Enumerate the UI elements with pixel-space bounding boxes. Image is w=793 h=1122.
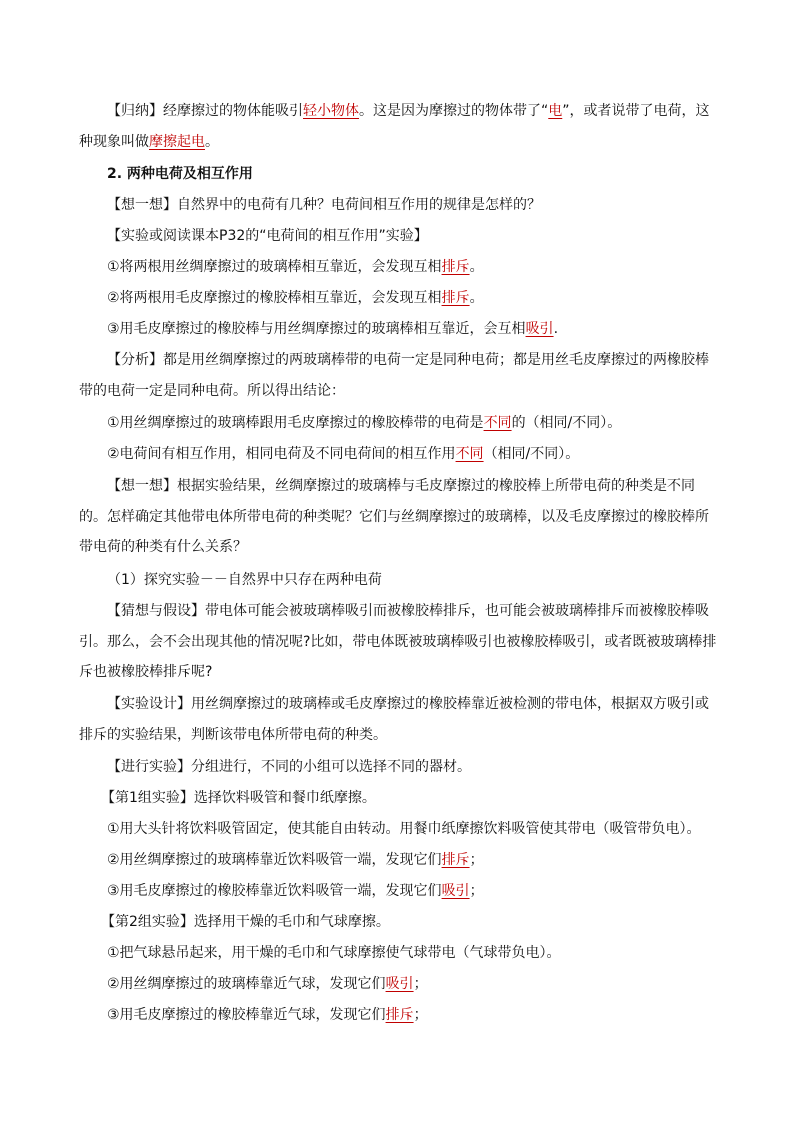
body-text: （1）探究实验－－自然界中只存在两种电荷 [107, 572, 382, 588]
body-text: ②将两根用毛皮摩擦过的橡胶棒相互靠近，会发现互相 [107, 290, 442, 306]
answer-fill-text: 排斥 [441, 852, 470, 868]
body-text: ； [413, 976, 428, 992]
body-text: 【猜想与假设】带电体可能会被玻璃棒吸引而被橡胶棒排斥，也可能会被玻璃棒排斥而被橡胶棒吸引。那么，会不会出现其他的情况呢?比如，带电体既被玻璃棒吸引也被橡胶棒吸引，或者既被玻璃棒排斥也被橡胶棒排斥呢? [79, 603, 717, 680]
body-text: 的（相同/不同）。 [511, 415, 622, 431]
body-text: ③用毛皮摩擦过的橡胶棒与用丝绸摩擦过的玻璃棒相互靠近，会互相 [107, 321, 526, 337]
body-text: 。 [469, 259, 484, 275]
answer-fill-text: 电 [548, 103, 563, 119]
paragraph-p10 [79, 439, 719, 470]
paragraph-p4 [79, 221, 719, 252]
answer-fill-text: 排斥 [441, 290, 470, 306]
body-text: 【第2组实验】选择用干燥的毛巾和气球摩擦。 [101, 914, 390, 930]
body-text: 【想一想】自然界中的电荷有几种？电荷间相互作用的规律是怎样的？ [107, 197, 541, 213]
body-text: . [553, 321, 559, 337]
body-text: ②用丝绸摩擦过的玻璃棒靠近饮料吸管一端，发现它们 [107, 852, 442, 868]
paragraph-p3 [79, 190, 719, 221]
body-text: 【想一想】根据实验结果，丝绸摩擦过的玻璃棒与毛皮摩擦过的橡胶棒上所带电荷的种类是不同的。怎样确定其他带电体所带电荷的种类呢？它们与丝绸摩擦过的玻璃棒，以及毛皮摩擦过的橡胶棒所带电荷的种类有什么关系？ [79, 478, 709, 555]
paragraph-p9 [79, 408, 719, 439]
paragraph-p15 [79, 752, 719, 783]
paragraph-p21 [79, 938, 719, 969]
body-text: ”，或者说带了电荷，这种现象叫做 [79, 103, 710, 150]
body-text: ②用丝绸摩擦过的玻璃棒靠近气球，发现它们 [107, 976, 386, 992]
body-text: 【实验或阅读课本P32的“电荷间的相互作用”实验】 [107, 228, 428, 244]
body-text: ①用丝绸摩擦过的玻璃棒跟用毛皮摩擦过的橡胶棒带的电荷是 [107, 415, 484, 431]
body-text: ②电荷间有相互作用，相同电荷及不同电荷间的相互作用 [107, 446, 456, 462]
body-text: 【实验设计】用丝绸摩擦过的玻璃棒或毛皮摩擦过的橡胶棒靠近被检测的带电体，根据双方吸引或排斥的实验结果，判断该带电体所带电荷的种类。 [79, 696, 709, 743]
paragraph-p6 [79, 283, 719, 314]
answer-fill-text: 吸引 [385, 976, 414, 992]
answer-fill-text: 吸引 [525, 321, 554, 337]
paragraph-p8 [79, 345, 719, 406]
answer-fill-text: 排斥 [385, 1007, 414, 1023]
body-text: 【进行实验】分组进行，不同的小组可以选择不同的器材。 [107, 759, 471, 775]
body-text: ； [469, 852, 484, 868]
paragraph-p13 [79, 596, 719, 688]
paragraph-p23 [79, 1000, 719, 1031]
paragraph-p5 [79, 252, 719, 283]
paragraph-p14 [79, 689, 719, 750]
answer-fill-text: 不同 [483, 415, 512, 431]
answer-fill-text: 吸引 [441, 883, 470, 899]
paragraph-p17 [79, 814, 719, 845]
paragraph-p20 [101, 907, 719, 938]
answer-fill-text: 摩擦起电 [149, 133, 205, 150]
body-text: ； [413, 1007, 428, 1023]
paragraph-p2 [79, 159, 719, 190]
body-text: ③用毛皮摩擦过的橡胶棒靠近气球，发现它们 [107, 1007, 386, 1023]
paragraph-p19 [79, 876, 719, 907]
body-text: 2. 两种电荷及相互作用 [107, 166, 253, 182]
body-text: 。这是因为摩擦过的物体带了“ [359, 103, 549, 119]
body-text: 【归纳】经摩擦过的物体能吸引 [107, 103, 303, 119]
body-text: 。 [469, 290, 484, 306]
body-text: ③用毛皮摩擦过的橡胶棒靠近饮料吸管一端，发现它们 [107, 883, 442, 899]
body-text: ①把气球悬吊起来，用干燥的毛巾和气球摩擦使气球带电（气球带负电）。 [107, 945, 561, 961]
body-text: （相同/不同）。 [483, 446, 580, 462]
body-text: 。 [205, 133, 219, 150]
paragraph-p7 [79, 314, 719, 345]
body-text: 【分析】都是用丝绸摩擦过的两玻璃棒带的电荷一定是同种电荷；都是用丝毛皮摩擦过的两橡胶棒带的电荷一定是同种电荷。所以得出结论： [79, 352, 709, 399]
paragraph-p22 [79, 969, 719, 1000]
body-text: 【第1组实验】选择饮料吸管和餐巾纸摩擦。 [101, 790, 376, 806]
body-text: ①用大头针将饮料吸管固定，使其能自由转动。用餐巾纸摩擦饮料吸管使其带电（吸管带负电）。 [107, 821, 701, 837]
body-text: ①将两根用丝绸摩擦过的玻璃棒相互靠近，会发现互相 [107, 259, 442, 275]
paragraph-p18 [79, 845, 719, 876]
answer-fill-text: 不同 [455, 446, 484, 462]
answer-fill-text: 轻小物体 [303, 103, 359, 119]
paragraph-p11 [79, 471, 719, 563]
paragraph-p16 [101, 783, 719, 814]
paragraph-p1 [79, 96, 719, 157]
answer-fill-text: 排斥 [441, 259, 470, 275]
body-text: ； [469, 883, 484, 899]
paragraph-p12 [107, 565, 719, 596]
